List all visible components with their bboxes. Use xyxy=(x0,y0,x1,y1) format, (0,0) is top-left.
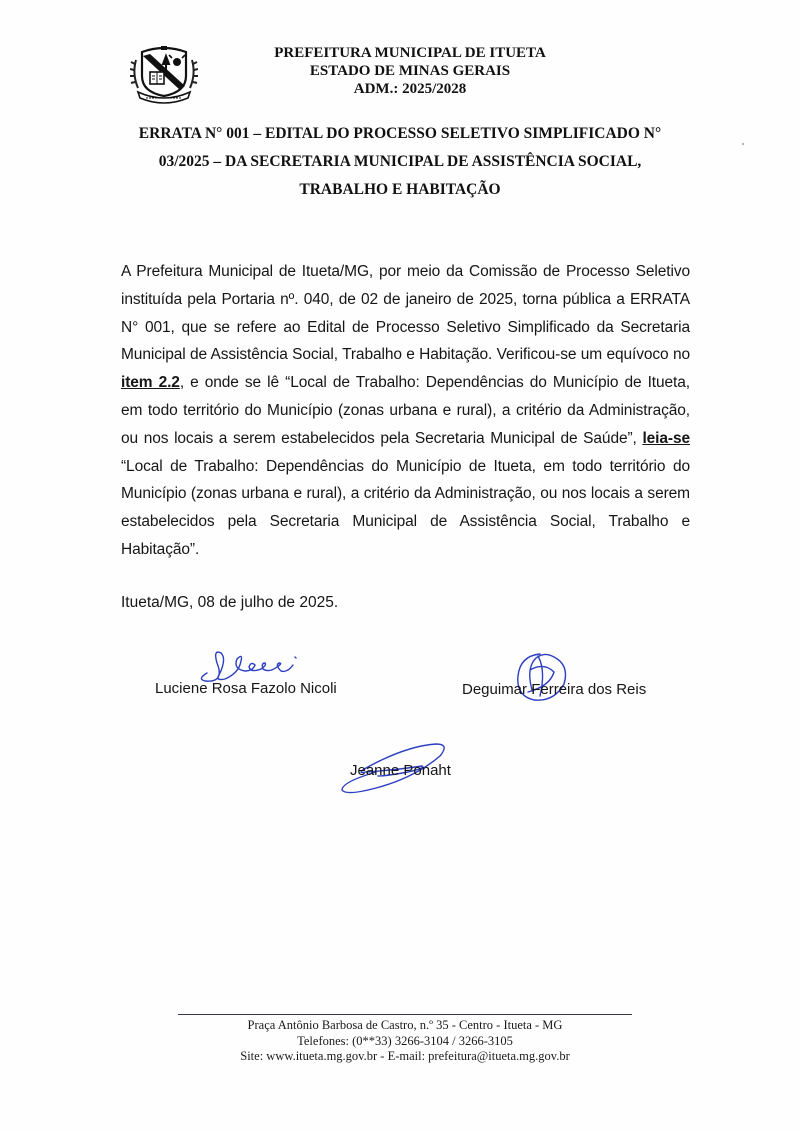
footer-contact: Site: www.itueta.mg.gov.br - E-mail: prefeitura@itueta.mg.gov.br xyxy=(240,1049,570,1063)
signer-name-2: Deguimar Ferreira dos Reis xyxy=(462,681,647,698)
signer-name-3: Jeanne Ponaht xyxy=(350,762,451,779)
footer-address: Praça Antônio Barbosa de Castro, n.º 35 - Centro - Itueta - MG xyxy=(247,1018,563,1032)
letterhead-state: ESTADO DE MINAS GERAIS xyxy=(309,63,511,79)
title-line-3: TRABALHO E HABITAÇÃO xyxy=(299,181,501,198)
place-date-line: Itueta/MG, 08 de julho de 2025. xyxy=(121,594,339,611)
emphasis-correction: leia-se xyxy=(642,429,690,447)
letterhead xyxy=(200,44,620,98)
body-text-part-2: , e onde se lê “Local de Trabalho: Dependências do Município de Itueta, em todo território do Município (zonas urbana e rural), a critério da Administração, ou nos locais a serem estabelecidos pela Secretaria Municipal de Saúde”, xyxy=(121,374,690,447)
footer-divider xyxy=(178,1014,632,1015)
letterhead-administration: ADM.: 2025/2028 xyxy=(353,81,467,97)
signature-1-scribble xyxy=(195,643,315,685)
title-line-2: 03/2025 – DA SECRETARIA MUNICIPAL DE ASSISTÊNCIA SOCIAL, xyxy=(158,153,642,170)
title-line-1: ERRATA N° 001 – EDITAL DO PROCESSO SELETIVO SIMPLIFICADO N° xyxy=(138,125,662,142)
document-title xyxy=(120,120,680,204)
scan-artifact xyxy=(742,143,744,145)
footer-phones: Telefones: (0**33) 3266-3104 / 3266-3105 xyxy=(297,1033,513,1048)
body-text-part-1: A Prefeitura Municipal de Itueta/MG, por meio da Comissão de Processo Seletivo instituída pela Portaria nº. 040, de 02 de janeiro de 2025, torna pública a ERRATA N° 001, que se refere ao Edital de Processo Seletivo Simplificado da Secretaria Municipal de Assistência Social, Trabalho e Habitação. Verificou-se um equívoco no xyxy=(121,263,690,364)
municipal-coat-of-arms-icon xyxy=(130,42,198,104)
emphasis-item-reference: item 2.2 xyxy=(121,374,180,392)
signer-name-1: Luciene Rosa Fazolo Nicoli xyxy=(155,680,337,697)
letterhead-municipality: PREFEITURA MUNICIPAL DE ITUETA xyxy=(274,45,546,61)
body-paragraph xyxy=(121,258,690,564)
footer xyxy=(170,1018,640,1065)
body-text-part-3: “Local de Trabalho: Dependências do Município de Itueta, em todo território do Município (zonas urbana e rural), a critério da Administração, ou nos locais a serem estabelecidos pela Secretaria Municipal de Assistência Social, Trabalho e Habitação”. xyxy=(121,457,690,558)
